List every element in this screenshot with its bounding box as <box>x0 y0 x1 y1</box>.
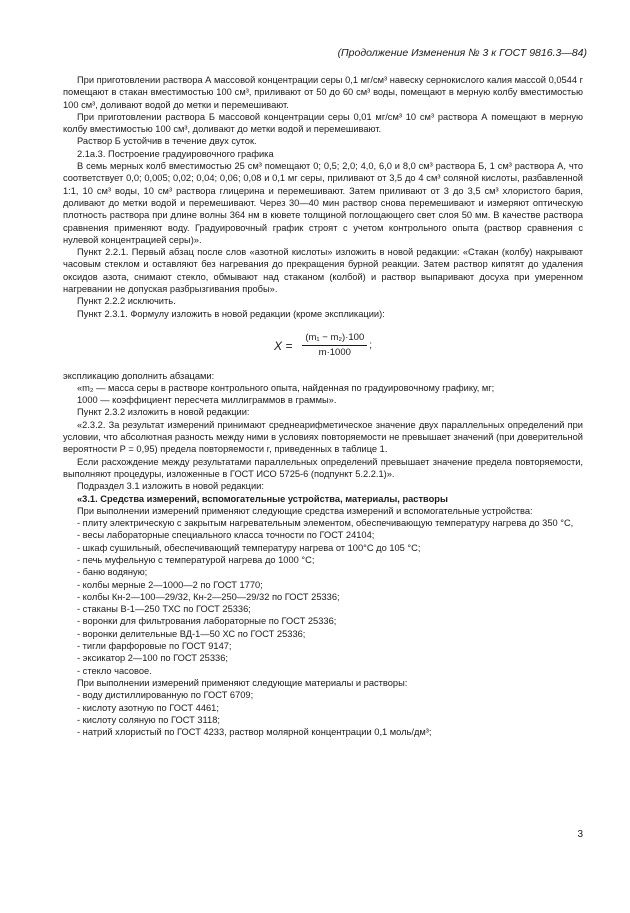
formula-denominator: m·1000 <box>318 347 351 359</box>
paragraph: - эксикатор 2—100 по ГОСТ 25336; <box>77 653 228 664</box>
paragraph: Пункт 2.2.2 исключить. <box>77 296 176 307</box>
running-header: (Продолжение Изменения № 3 к ГОСТ 9816.3—84) <box>337 47 587 59</box>
paragraph: Если расхождение между результатами параллельных определений превышает значение предела повторяемости, выполняют процедуры, изложенные в ГОСТ ИСО 5725-6 (подпункт 5.2.2.1)». <box>63 456 583 479</box>
paragraph: - колбы мерные 2—1000—2 по ГОСТ 1770; <box>77 579 263 590</box>
paragraph: При приготовлении раствора Б массовой концентрации серы 0,01 мг/см³ 10 см³ раствора А помещают в мерную колбу вместимостью 100 см³, доливают до метки водой и перемешивают. <box>63 111 583 135</box>
paragraph: - шкаф сушильный, обеспечивающий температуру нагрева от 100°С до 105 °С; <box>77 542 421 553</box>
paragraph: - баню водяную; <box>77 567 148 578</box>
paragraph: - тигли фарфоровые по ГОСТ 9147; <box>77 641 232 652</box>
formula <box>63 332 583 360</box>
paragraph: - воду дистиллированную по ГОСТ 6709; <box>77 690 254 701</box>
paragraph: «2.3.2. За результат измерений принимают среднеарифметическое значение двух параллельных определений при условии, что абсолютная разность между ними в условиях повторяемости не превышает значений (при доверительной вероятности Р = 0,95) предела повторяемости r, приведенных в таблице 1. <box>63 419 583 455</box>
paragraph: Подраздел 3.1 изложить в новой редакции: <box>77 481 264 492</box>
paragraph: - воронки для фильтрования лабораторные по ГОСТ 25336; <box>77 616 337 627</box>
paragraph: - плиту электрическую с закрытым нагревательным элементом, обеспечивающую температуру нагрева до 350 °С, <box>77 518 574 529</box>
paragraph: - кислоту соляную по ГОСТ 3118; <box>77 714 220 725</box>
paragraph: - печь муфельную с температурой нагрева до 1000 °С; <box>77 554 315 565</box>
paragraph: При выполнении измерений применяют следующие средства измерений и вспомогательные устройства: <box>77 505 533 516</box>
paragraph: - весы лабораторные специального класса точности по ГОСТ 24104; <box>77 530 375 541</box>
formula-lhs: X = <box>273 338 293 353</box>
paragraph: В семь мерных колб вместимостью 25 см³ помещают 0; 0,5; 2,0; 4,0, 6,0 и 8,0 см³ раствора Б, 1 см³ раствора А, что соответствует 0,0; 0,005; 0,02; 0,04; 0,06; 0,08 и 0,1 мг серы, приливают от 3,5 до 4 см³ соляной кислоты, разбавленной 1:1, 10 см³ воды, 10 см³ раствора глицерина и перемешивают. Затем приливают от 3 до 3,5 см³ хлористого бария, доливают до метки водой и перемешивают. Через 30—40 мин раствор снова перемешивают и измеряют оптическую плотность раствора при длине волны 364 нм в кювете толщиной поглощающего свет слоя 50 мм. В качестве раствора сравнения применяют воду. Градуировочный график строят с учетом контрольного опыта (раствор сравнения с нулевой концентрацией серы)». <box>63 161 583 245</box>
paragraph: 2.1а.3. Построение градуировочного графика <box>77 148 274 159</box>
paragraph: Раствор Б устойчив в течение двух суток. <box>77 136 257 147</box>
paragraphs-after-formula <box>63 370 583 739</box>
paragraph: «m₂ — масса серы в растворе контрольного опыта, найденная по градуировочному графику, мг; <box>77 382 495 393</box>
paragraph: - стаканы В-1—250 ТХС по ГОСТ 25336; <box>77 604 251 615</box>
paragraph: При приготовлении раствора А массовой концентрации серы 0,1 мг/см³ навеску сернокислого калия массой 0,0544 г помещают в стакан вместимостью 100 см³, приливают от 50 до 60 см³ воды, помещают в мерную колбу вместимостью 100 см³, доливают водой до метки и перемешивают. <box>63 75 583 110</box>
paragraph: Пункт 2.3.2 изложить в новой редакции: <box>77 407 250 418</box>
page-number: 3 <box>577 829 583 840</box>
paragraph: экспликацию дополнить абзацами: <box>63 370 215 381</box>
paragraph: - кислоту азотную по ГОСТ 4461; <box>77 702 219 713</box>
paragraphs-before-formula <box>63 74 583 320</box>
paragraph: Пункт 2.2.1. Первый абзац после слов «азотной кислоты» изложить в новой редакции: «Стакан (колбу) накрывают часовым стеклом и оставляют без нагревания до прекращения бурной реакции. Затем раствор кипятят до удаления оксидов азота, снимают стекло, обмывают над стаканом (колбой) и раствор выпаривают досуха при умеренном нагревании не допуская разбрызгивания пробы». <box>63 247 583 295</box>
paragraph: 1000 — коэффициент пересчета миллиграммов в граммы». <box>77 395 337 406</box>
paragraph: «3.1. Средства измерений, вспомогательные устройства, материалы, растворы <box>77 493 448 504</box>
document-body <box>63 74 583 738</box>
paragraph: - стекло часовое. <box>77 665 152 676</box>
formula-end: ; <box>369 339 373 351</box>
paragraph: - колбы Кн-2—100—29/32, Кн-2—250—29/32 по ГОСТ 25336; <box>77 591 340 602</box>
formula-numerator: (m₁ − m₂)·100 <box>302 332 367 346</box>
paragraph: - натрий хлористый по ГОСТ 4233, раствор молярной концентрации 0,1 моль/дм³; <box>77 727 432 738</box>
paragraph: Пункт 2.3.1. Формулу изложить в новой редакции (кроме экспликации): <box>77 308 385 319</box>
paragraph: При выполнении измерений применяют следующие материалы и растворы: <box>77 677 408 688</box>
paragraph: - воронки делительные ВД-1—50 ХС по ГОСТ 25336; <box>77 628 306 639</box>
formula-fraction <box>302 332 367 360</box>
